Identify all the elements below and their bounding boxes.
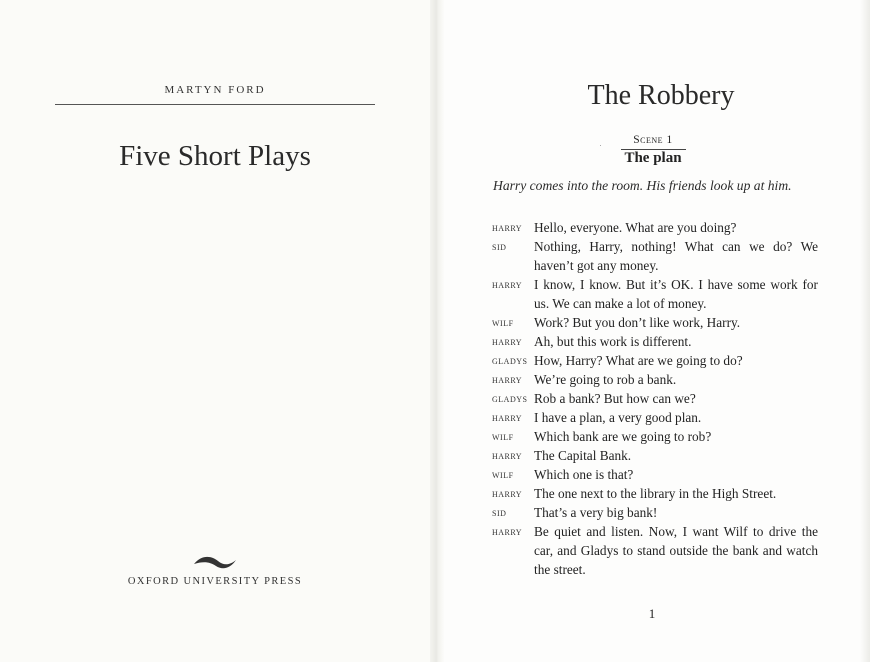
publisher-name: OXFORD UNIVERSITY PRESS (127, 576, 303, 587)
dialogue-line (492, 503, 822, 522)
dialogue-line (492, 427, 822, 446)
play-title-text: The Robbery (587, 80, 735, 111)
speech-text: The Capital Bank. (534, 448, 632, 463)
speech-text: Be quiet and listen. Now, I want Wilf to drive the car, and Gladys to stand outside the bank and watch the street. (534, 524, 818, 577)
speech-text: I know, I know. But it’s OK. I have some work for us. We can make a lot of money. (534, 277, 818, 311)
print-speck (600, 145, 601, 146)
speech-text: We’re going to rob a bank. (534, 372, 677, 387)
dialogue-line (492, 237, 822, 275)
speaker-name: WILF (492, 319, 514, 328)
speaker-name: GLADYS (492, 395, 528, 404)
speaker-name: SID (492, 509, 507, 518)
play-title (436, 80, 870, 112)
dialogue-line (492, 389, 822, 408)
dialogue-line (492, 332, 822, 351)
stage-direction: Harry comes into the room. His friends look up at him. (493, 178, 792, 193)
dialogue-line (492, 522, 822, 579)
speaker-name: HARRY (492, 281, 523, 290)
dialogue-line (492, 218, 822, 237)
author-divider (55, 104, 375, 105)
speaker-name: WILF (492, 471, 514, 480)
speech-text: Which one is that? (534, 467, 634, 482)
speech-text: Nothing, Harry, nothing! What can we do? We haven’t got any money. (534, 239, 818, 273)
dialogue-line (492, 484, 822, 503)
speaker-name: SID (492, 243, 507, 252)
speech-text: That’s a very big bank! (534, 505, 658, 520)
speech-text: The one next to the library in the High Street. (534, 486, 777, 501)
speaker-name: GLADYS (492, 357, 528, 366)
author-name: MARTYN FORD (164, 84, 266, 96)
dialogue-line (492, 313, 822, 332)
speech-text: Ah, but this work is different. (534, 334, 692, 349)
dialogue-line (492, 351, 822, 370)
speaker-name: HARRY (492, 528, 523, 537)
speech-text: I have a plan, a very good plan. (534, 410, 702, 425)
book-title: Five Short Plays (119, 140, 311, 172)
speech-text: Which bank are we going to rob? (534, 429, 712, 444)
speaker-name: HARRY (492, 452, 523, 461)
speaker-name: HARRY (492, 376, 523, 385)
dialogue-line (492, 446, 822, 465)
scene-label: Scene 1 (633, 134, 673, 146)
oxford-wave-icon (192, 552, 238, 572)
speaker-name: HARRY (492, 414, 523, 423)
dialogue-line (492, 275, 822, 313)
speech-text: How, Harry? What are we going to do? (534, 353, 743, 368)
dialogue-line (492, 408, 822, 427)
scene-name: The plan (624, 150, 682, 166)
speaker-name: HARRY (492, 338, 523, 347)
speech-text: Hello, everyone. What are you doing? (534, 220, 737, 235)
speaker-name: HARRY (492, 490, 523, 499)
dialogue-line (492, 370, 822, 389)
dialogue (492, 218, 822, 579)
speaker-name: HARRY (492, 224, 523, 233)
speaker-name: WILF (492, 433, 514, 442)
dialogue-line (492, 465, 822, 484)
speech-text: Work? But you don’t like work, Harry. (534, 315, 741, 330)
speech-text: Rob a bank? But how can we? (534, 391, 696, 406)
page-number: 1 (648, 606, 656, 621)
